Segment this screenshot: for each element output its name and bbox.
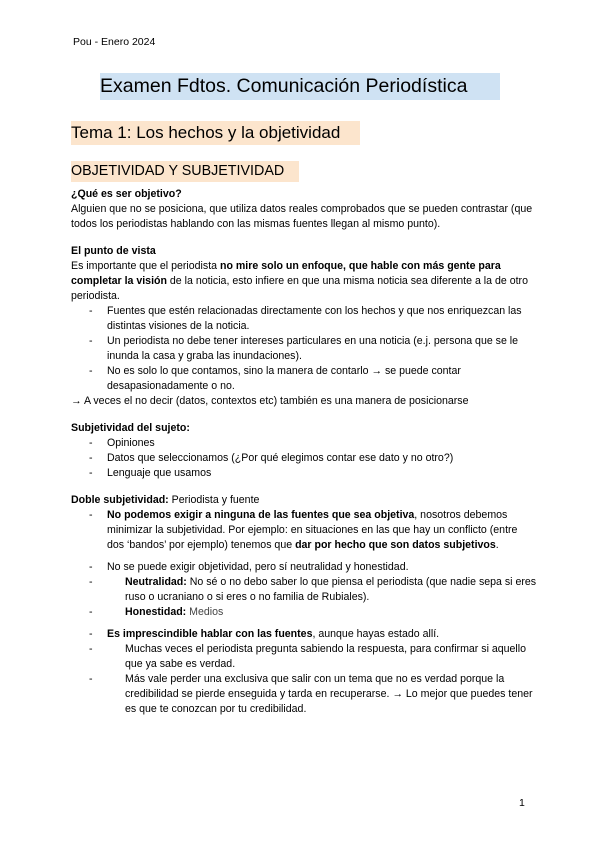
double-subjectivity-list-2 (71, 560, 537, 575)
list-item: - No es solo lo que contamos, sino la manera de contarlo → se puede contar desapasionadamente o no. (89, 365, 461, 392)
list-item: - No podemos exigir a ninguna de las fuentes que sea objetiva, nosotros debemos minimizar la subjetividad. Por ejemplo: en situaciones en las que hay un conflicto (entre dos ‘bandos’ por ejemplo) tenemos que dar por hecho que son datos subjetivos. (89, 509, 518, 551)
question-answer: Alguien que no se posiciona, que utiliza datos reales comprobados que se pueden contrastar (que todos los periodistas hablando con las mismas fuentes llegan al mismo punto). (71, 203, 533, 230)
point-of-view-list (71, 304, 537, 394)
list-item: - No se puede exigir objetividad, pero sí neutralidad y honestidad. (89, 561, 409, 573)
list-item: - Opiniones (89, 437, 155, 449)
nested-list (35, 642, 537, 717)
nested-list-item: - Más vale perder una exclusiva que salir con un tema que no es verdad porque la credibilidad se pierde enseguida y tarda en recuperarse. → Lo mejor que puedes tener es que te conozcan por tu credibilidad. (89, 673, 533, 715)
subject-subjectivity-heading: Subjetividad del sujeto: (71, 422, 190, 434)
point-of-view-note: → A veces el no decir (datos, contextos etc) también es una manera de posicionarse (71, 395, 469, 407)
topic-heading: Tema 1: Los hechos y la objetividad (71, 121, 360, 145)
document-body (71, 187, 537, 717)
list-item: - Es imprescindible hablar con las fuentes, aunque hayas estado allí. (89, 628, 440, 640)
list-item: - Lenguaje que usamos (89, 467, 212, 479)
nested-list (35, 575, 537, 620)
list-item: - Un periodista no debe tener intereses particulares en una noticia (e.j. persona que se le inunda la casa y graba las inundaciones). (89, 335, 519, 362)
nested-list-item: - Honestidad: Medios (89, 606, 224, 618)
double-subjectivity-heading: Doble subjetividad: Periodista y fuente (71, 494, 260, 506)
double-subjectivity-list (71, 508, 537, 553)
document-title: Examen Fdtos. Comunicación Periodística (100, 73, 500, 100)
subject-subjectivity-list (71, 436, 537, 481)
nested-list-item: - Neutralidad: No sé o no debo saber lo que piensa el periodista (que nadie sepa si eres ruso o ucraniano o si eres o no familia de Rubiales). (89, 576, 537, 603)
list-item: - Fuentes que estén relacionadas directamente con los hechos y que nos enriquezcan las distintas visiones de la noticia. (89, 305, 522, 332)
point-of-view-paragraph: Es importante que el periodista no mire solo un enfoque, que hable con más gente para completar la visión de la noticia, esto infiere en que una misma noticia sea diferente a la de otro periodista. (71, 260, 528, 302)
page-number: 1 (519, 797, 525, 809)
list-item: - Datos que seleccionamos (¿Por qué elegimos contar ese dato y no otro?) (89, 452, 454, 464)
double-subjectivity-list-3 (71, 627, 537, 642)
section-heading: OBJETIVIDAD Y SUBJETIVIDAD (71, 161, 299, 182)
question-heading: ¿Qué es ser objetivo? (71, 188, 182, 200)
nested-list-item: - Muchas veces el periodista pregunta sabiendo la respuesta, para confirmar si aquello que ya sabe es verdad. (89, 643, 527, 670)
page-header: Pou - Enero 2024 (73, 36, 156, 48)
point-of-view-heading: El punto de vista (71, 245, 156, 257)
